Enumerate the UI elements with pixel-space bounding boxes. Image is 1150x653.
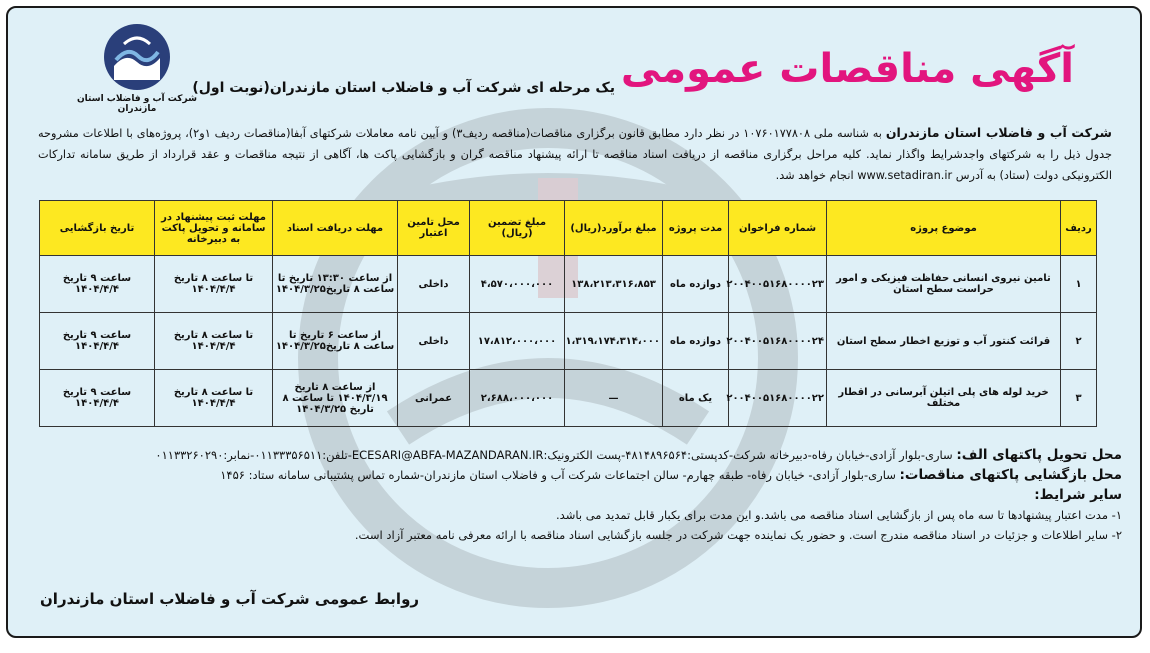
delivery-line bbox=[30, 445, 1122, 465]
col-header: شماره فراخوان bbox=[729, 201, 827, 256]
tenders-table bbox=[39, 200, 1097, 427]
opening-text: ساری-بلوار آزادی- خیابان رفاه- طبقه چهارم- سالن اجتماعات شرکت آب و فاضلاب استان مازندران-شماره تماس پشتیبانی سامانه ستاد: ۱۴۵۶ bbox=[220, 468, 900, 482]
company-logo bbox=[62, 22, 212, 114]
table-cell: تا ساعت ۸ تاریخ ۱۴۰۴/۴/۴ bbox=[155, 370, 273, 427]
condition-1: ۱- مدت اعتبار پیشنهادها تا سه ماه پس از بازگشایی اسناد مناقصه می باشد.و این مدت برای یکبار قابل تمدید می باشد. bbox=[556, 508, 1122, 522]
col-header: مبلغ برآورد(ریال) bbox=[565, 201, 663, 256]
col-header: مهلت دریافت اسناد bbox=[273, 201, 398, 256]
intro-company: شرکت آب و فاضلاب استان مازندران bbox=[885, 125, 1112, 140]
table-cell: دوازده ماه bbox=[663, 256, 729, 313]
col-header: تاریخ بازگشایی bbox=[40, 201, 155, 256]
table-row bbox=[40, 313, 1097, 370]
table-cell: تا ساعت ۸ تاریخ ۱۴۰۴/۴/۴ bbox=[155, 313, 273, 370]
table-cell: از ساعت ۱۳:۳۰ تاریخ تا ساعت ۸ تاریخ۱۴۰۴/۳/۲۵ bbox=[273, 256, 398, 313]
table-cell: ۲۰۰۴۰۰۵۱۶۸۰۰۰۰۲۳ bbox=[729, 256, 827, 313]
table-cell: ۲۰۰۴۰۰۵۱۶۸۰۰۰۰۲۴ bbox=[729, 313, 827, 370]
intro-text: به شناسه ملی ۱۰۷۶۰۱۷۷۸۰۸ در نظر دارد مطابق قانون برگزاری مناقصات(مناقصه ردیف۳) و آیین نامه معاملات شرکتهای آبفا(مناقصات ردیف ۱و۲)، پروژه‌های با اطلاعات مشروحه جدول ذیل را به شرکتهای واجدشرایط واگذار نماید. کلیه مراحل برگزاری مناقصه از دریافت اسناد مناقصه تا ارائه پیشنهاد مناقصه گران و بازگشایی پاکت ها، آگاهی از نتیجه مناقصات و عقد قرارداد از طریق سامانه تدارکات الکترونیکی دولت (ستاد) به آدرس www.setadiran.ir انجام خواهد شد. bbox=[38, 127, 1112, 182]
table-row bbox=[40, 256, 1097, 313]
table-cell: ساعت ۹ تاریخ ۱۴۰۴/۴/۴ bbox=[40, 256, 155, 313]
table-cell: — bbox=[565, 370, 663, 427]
signature: روابط عمومی شرکت آب و فاضلاب استان مازندران bbox=[40, 590, 420, 608]
table-cell: داخلی bbox=[398, 256, 470, 313]
table-cell: ۱۷،۸۱۲،۰۰۰،۰۰۰ bbox=[470, 313, 565, 370]
conditions-label: سایر شرایط: bbox=[1034, 487, 1122, 503]
condition-2: ۲- سایر اطلاعات و جزئیات در اسناد مناقصه مندرج است. و حضور یک نماینده جهت شرکت در جلسه بازگشایی اسناد مناقصه با ارائه معرفی نامه معتبر آزاد است. bbox=[354, 528, 1122, 542]
table-cell: قرائت کنتور آب و توزیع اخطار سطح استان bbox=[827, 313, 1061, 370]
table-cell: ۱ bbox=[1061, 256, 1097, 313]
page-subtitle: یک مرحله ای شرکت آب و فاضلاب استان مازندران(نوبت اول) bbox=[192, 80, 615, 96]
opening-line bbox=[30, 465, 1122, 485]
page-title: آگهی مناقصات عمومی bbox=[620, 46, 1074, 92]
delivery-text: ساری-بلوار آزادی-خیابان رفاه-دبیرخانه شرکت-کدپستی:۴۸۱۴۸۹۶۵۶۴-پست الکترونیک:ECESARI@ABFA-MAZANDARAN.IR-تلفن:۰۱۱۳۳۳۵۶۵۱۱-نمابر:۰۱۱۳۳۲۶۰۲۹۰ bbox=[155, 448, 957, 462]
table-cell: دوازده ماه bbox=[663, 313, 729, 370]
col-header: موضوع پروژه bbox=[827, 201, 1061, 256]
table-cell: ساعت ۹ تاریخ ۱۴۰۴/۴/۴ bbox=[40, 370, 155, 427]
col-header: مبلغ تضمین (ریال) bbox=[470, 201, 565, 256]
table-cell: ۲،۶۸۸،۰۰۰،۰۰۰ bbox=[470, 370, 565, 427]
table-cell: از ساعت ۸ تاریخ ۱۴۰۴/۳/۱۹ تا ساعت ۸ تاریخ ۱۴۰۴/۳/۲۵ bbox=[273, 370, 398, 427]
table-cell: ۲ bbox=[1061, 313, 1097, 370]
intro-paragraph bbox=[38, 122, 1112, 186]
water-drop-logo-icon bbox=[102, 22, 172, 92]
col-header: ردیف bbox=[1061, 201, 1097, 256]
table-cell: ۴،۵۷۰،۰۰۰،۰۰۰ bbox=[470, 256, 565, 313]
table-row bbox=[40, 370, 1097, 427]
footer-info bbox=[30, 445, 1122, 545]
table-cell: خرید لوله های پلی اتیلن آبرسانی در اقطار مختلف bbox=[827, 370, 1061, 427]
col-header: محل تامین اعتبار bbox=[398, 201, 470, 256]
table-cell: تا ساعت ۸ تاریخ ۱۴۰۴/۴/۴ bbox=[155, 256, 273, 313]
table-cell: یک ماه bbox=[663, 370, 729, 427]
delivery-label: محل تحویل پاکتهای الف: bbox=[956, 447, 1122, 463]
opening-label: محل بازگشایی پاکتهای مناقصات: bbox=[899, 467, 1122, 483]
table-cell: ۳ bbox=[1061, 370, 1097, 427]
col-header: مدت پروژه bbox=[663, 201, 729, 256]
table-cell: عمرانی bbox=[398, 370, 470, 427]
table-cell: ساعت ۹ تاریخ ۱۴۰۴/۴/۴ bbox=[40, 313, 155, 370]
table-cell: از ساعت ۶ تاریخ تا ساعت ۸ تاریخ۱۴۰۴/۳/۲۵ bbox=[273, 313, 398, 370]
table-cell: تامین نیروی انسانی حفاظت فیزیکی و امور حراست سطح استان bbox=[827, 256, 1061, 313]
table-cell: داخلی bbox=[398, 313, 470, 370]
table-cell: ۲۰۰۴۰۰۵۱۶۸۰۰۰۰۲۲ bbox=[729, 370, 827, 427]
logo-caption: شرکت آب و فاضلاب استان مازندران bbox=[77, 94, 197, 114]
table-cell: ۱۳۸،۲۱۳،۳۱۶،۸۵۳ bbox=[565, 256, 663, 313]
col-header: مهلت ثبت پیشنهاد در سامانه و تحویل پاکت به دبیرخانه bbox=[155, 201, 273, 256]
table-cell: ۱،۳۱۹،۱۷۴،۳۱۴،۰۰۰ bbox=[565, 313, 663, 370]
table-header-row bbox=[40, 201, 1097, 256]
